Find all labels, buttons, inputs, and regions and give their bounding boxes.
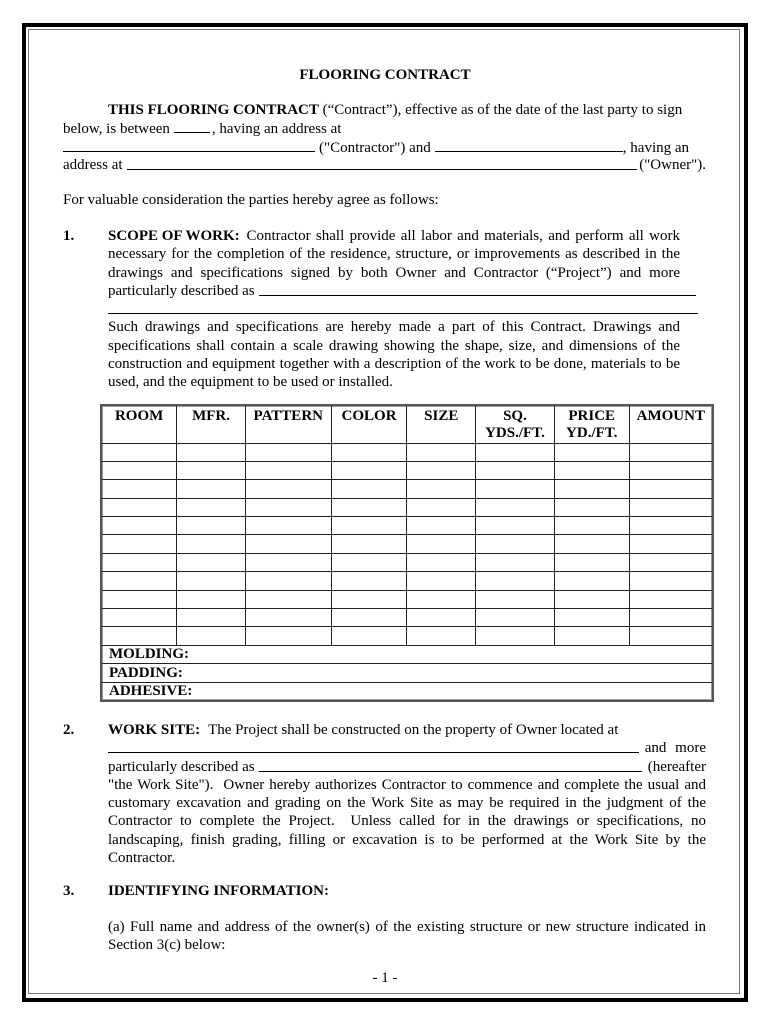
table-footer-row xyxy=(101,682,713,701)
section-2-line-7: landscaping, finish grading, filling or excavation is to be performed at the Work Site by the xyxy=(108,831,706,848)
table-cell[interactable] xyxy=(177,535,246,553)
table-row xyxy=(101,517,713,535)
table-cell[interactable] xyxy=(629,480,713,498)
section-1-line-2: drawings and specifications signed by both Owner and Contractor (“Project”) and more xyxy=(108,264,680,281)
table-cell[interactable] xyxy=(629,517,713,535)
table-cell[interactable] xyxy=(101,627,177,645)
table-cell[interactable] xyxy=(245,480,331,498)
section-1-line-0: Contractor shall provide all labor and materials, and perform all work xyxy=(246,228,680,244)
table-cell[interactable] xyxy=(331,627,407,645)
intro-line2-b: , having an address at xyxy=(211,121,342,138)
table-cell[interactable] xyxy=(407,480,476,498)
table-cell[interactable] xyxy=(245,590,331,608)
table-cell[interactable] xyxy=(177,461,246,479)
footer-row-adhesive[interactable]: ADHESIVE: xyxy=(101,682,713,701)
table-cell[interactable] xyxy=(177,498,246,516)
table-cell[interactable] xyxy=(101,498,177,516)
table-row xyxy=(101,572,713,590)
contractor-address-blank[interactable] xyxy=(63,138,315,152)
section-1-p2-line-1: specifications shall contain a scale drawing showing the shape, size, and dimensions of the xyxy=(108,337,680,354)
table-cell[interactable] xyxy=(101,517,177,535)
column-header-label: YD./FT. xyxy=(566,425,618,441)
page-number: - 1 - xyxy=(372,970,398,986)
column-header-label: YDS./FT. xyxy=(485,425,545,441)
table-cell[interactable] xyxy=(554,535,629,553)
section-3a-line-1: Section 3(c) below: xyxy=(108,937,226,954)
table-cell[interactable] xyxy=(331,517,407,535)
table-cell[interactable] xyxy=(101,609,177,627)
table-footer-row xyxy=(101,645,713,664)
table-cell[interactable] xyxy=(554,443,629,461)
column-header-sq-yds-ft xyxy=(476,405,555,443)
section-2-line-3-end: (hereafter xyxy=(647,758,706,775)
project-description-blank-2[interactable] xyxy=(108,300,698,314)
table-row xyxy=(101,443,713,461)
table-cell[interactable] xyxy=(629,461,713,479)
table-cell[interactable] xyxy=(629,609,713,627)
table-row xyxy=(101,480,713,498)
table-cell[interactable] xyxy=(331,553,407,571)
table-cell[interactable] xyxy=(245,461,331,479)
table-cell[interactable] xyxy=(177,553,246,571)
intro-paragraph xyxy=(63,101,706,174)
section-1-line-1: necessary for the completion of the residence, structure, or improvements as described in the xyxy=(108,246,680,263)
intro-line1-rest: (“Contract”), effective as of the date of the last party to sign xyxy=(318,102,683,118)
table-cell[interactable] xyxy=(554,627,629,645)
column-header-pattern xyxy=(245,405,331,443)
column-header-label: ROOM xyxy=(114,408,164,424)
table-row xyxy=(101,535,713,553)
table-cell[interactable] xyxy=(177,609,246,627)
table-cell[interactable] xyxy=(245,572,331,590)
table-cell[interactable] xyxy=(245,535,331,553)
table-cell[interactable] xyxy=(629,572,713,590)
table-cell[interactable] xyxy=(331,461,407,479)
table-cell[interactable] xyxy=(629,590,713,608)
table-cell[interactable] xyxy=(331,572,407,590)
work-site-description-blank[interactable] xyxy=(259,758,642,772)
table-cell[interactable] xyxy=(407,535,476,553)
table-cell[interactable] xyxy=(177,590,246,608)
table-cell[interactable] xyxy=(476,609,555,627)
table-row xyxy=(101,553,713,571)
table-cell[interactable] xyxy=(476,517,555,535)
section-1-p2-line-2: construction and equipment together with a description of the work to be done, materials to be xyxy=(108,356,680,373)
table-cell[interactable] xyxy=(629,443,713,461)
table-cell[interactable] xyxy=(101,535,177,553)
section-1-line-3: particularly described as xyxy=(108,282,255,299)
section-3-heading: IDENTIFYING INFORMATION: xyxy=(108,883,329,899)
table-footer-row xyxy=(101,664,713,683)
section-3-number: 3. xyxy=(63,883,75,899)
document-title: FLOORING CONTRACT xyxy=(299,67,471,83)
table-cell[interactable] xyxy=(629,553,713,571)
column-header-label: COLOR xyxy=(341,408,397,424)
section-1-p2-line-0: Such drawings and specifications are hereby made a part of this Contract. Drawings and xyxy=(108,319,680,336)
table-row xyxy=(101,627,713,645)
intro-line4-start: address at xyxy=(63,156,123,173)
section-2-line-6: Contractor to complete the Project. Unless called for in the drawings or specifications, no xyxy=(108,813,706,830)
table-cell[interactable] xyxy=(331,609,407,627)
intro-line4-end: ("Owner"). xyxy=(639,156,706,173)
column-header-size xyxy=(407,405,476,443)
table-cell[interactable] xyxy=(629,498,713,516)
table-row xyxy=(101,498,713,516)
table-row xyxy=(101,590,713,608)
column-header-label: SQ. xyxy=(503,408,527,424)
table-cell[interactable] xyxy=(245,517,331,535)
table-cell[interactable] xyxy=(101,461,177,479)
table-cell[interactable] xyxy=(476,480,555,498)
project-description-blank[interactable] xyxy=(259,282,696,296)
section-2-line-5: customary excavation and grading on the Work Site as may be required in the judgment of the xyxy=(108,795,706,812)
party-name-blank[interactable] xyxy=(174,119,210,133)
section-3a-line-0: (a) Full name and address of the owner(s) of the existing structure or new structure indicated in xyxy=(108,919,706,935)
table-cell[interactable] xyxy=(177,627,246,645)
section-2-paragraph xyxy=(108,721,706,867)
section-1-number: 1. xyxy=(63,228,75,244)
table-cell[interactable] xyxy=(245,553,331,571)
table-cell[interactable] xyxy=(476,461,555,479)
section-2-line-3-start: particularly described as xyxy=(108,758,255,775)
table-cell[interactable] xyxy=(554,553,629,571)
column-header-room xyxy=(101,405,177,443)
intro-line3-end: , having an xyxy=(622,139,690,156)
table-cell[interactable] xyxy=(476,535,555,553)
column-header-label: MFR. xyxy=(192,408,230,424)
section-1-heading: SCOPE OF WORK: xyxy=(108,228,240,244)
table-cell[interactable] xyxy=(554,461,629,479)
section-2-heading: WORK SITE: xyxy=(108,722,201,738)
column-header-label: PRICE xyxy=(568,408,616,424)
table-cell[interactable] xyxy=(476,572,555,590)
work-site-location-blank[interactable] xyxy=(108,739,639,753)
intro-line3-contractor: ("Contractor") and xyxy=(319,139,431,156)
consideration-text: For valuable consideration the parties hereby agree as follows: xyxy=(63,192,439,208)
column-header-mfr xyxy=(177,405,246,443)
table-cell[interactable] xyxy=(245,627,331,645)
table-cell[interactable] xyxy=(476,443,555,461)
table-cell[interactable] xyxy=(407,443,476,461)
table-cell[interactable] xyxy=(331,498,407,516)
footer-row-molding[interactable]: MOLDING: xyxy=(101,645,713,664)
table-cell[interactable] xyxy=(407,627,476,645)
section-1-p2-line-3: used, and the equipment to be used or installed. xyxy=(108,374,393,391)
table-cell[interactable] xyxy=(101,443,177,461)
table-cell[interactable] xyxy=(554,517,629,535)
section-2-line-1: The Project shall be constructed on the property of Owner located at xyxy=(208,722,619,738)
table-cell[interactable] xyxy=(476,498,555,516)
table-cell[interactable] xyxy=(554,572,629,590)
section-2-line-2-end: and more xyxy=(644,740,706,757)
column-header-label: PATTERN xyxy=(253,408,323,424)
intro-bold-lead: THIS FLOORING CONTRACT xyxy=(108,102,319,118)
table-header-row xyxy=(101,405,713,443)
table-cell[interactable] xyxy=(177,443,246,461)
table-cell[interactable] xyxy=(101,572,177,590)
table-cell[interactable] xyxy=(407,590,476,608)
table-cell[interactable] xyxy=(554,498,629,516)
column-header-price-yd-ft xyxy=(554,405,629,443)
table-cell[interactable] xyxy=(177,572,246,590)
flooring-specification-table xyxy=(100,404,714,702)
section-2-line-8: Contractor. xyxy=(108,850,176,867)
table-cell[interactable] xyxy=(554,590,629,608)
table-row xyxy=(101,609,713,627)
table-cell[interactable] xyxy=(177,517,246,535)
table-cell[interactable] xyxy=(407,461,476,479)
section-3a-paragraph xyxy=(108,918,706,955)
table-cell[interactable] xyxy=(331,535,407,553)
table-cell[interactable] xyxy=(629,627,713,645)
column-header-color xyxy=(331,405,407,443)
section-2-line-4: "the Work Site"). Owner hereby authorizes Contractor to commence and complete the usual and xyxy=(108,776,706,793)
table-cell[interactable] xyxy=(407,572,476,590)
table-cell[interactable] xyxy=(476,553,555,571)
table-cell[interactable] xyxy=(554,609,629,627)
table-cell[interactable] xyxy=(101,590,177,608)
table-cell[interactable] xyxy=(101,480,177,498)
table-row xyxy=(101,461,713,479)
table-cell[interactable] xyxy=(331,590,407,608)
table-cell[interactable] xyxy=(331,480,407,498)
owner-name-blank[interactable] xyxy=(435,138,623,152)
table-cell[interactable] xyxy=(245,443,331,461)
section-2-number: 2. xyxy=(63,722,75,738)
table-cell[interactable] xyxy=(554,480,629,498)
table-cell[interactable] xyxy=(177,480,246,498)
table-cell[interactable] xyxy=(407,498,476,516)
column-header-label: SIZE xyxy=(424,408,459,424)
footer-row-padding[interactable]: PADDING: xyxy=(101,664,713,683)
table-cell[interactable] xyxy=(245,609,331,627)
table-cell[interactable] xyxy=(476,627,555,645)
column-header-amount xyxy=(629,405,713,443)
section-1-paragraph xyxy=(108,227,680,392)
owner-address-blank[interactable] xyxy=(127,156,638,170)
table-cell[interactable] xyxy=(407,517,476,535)
table-cell[interactable] xyxy=(331,443,407,461)
table-cell[interactable] xyxy=(476,590,555,608)
column-header-label: AMOUNT xyxy=(636,408,705,424)
table-cell[interactable] xyxy=(629,535,713,553)
table-cell[interactable] xyxy=(245,498,331,516)
table-cell[interactable] xyxy=(407,553,476,571)
table-cell[interactable] xyxy=(407,609,476,627)
table-cell[interactable] xyxy=(101,553,177,571)
intro-line2-a: below, is between xyxy=(63,121,170,138)
